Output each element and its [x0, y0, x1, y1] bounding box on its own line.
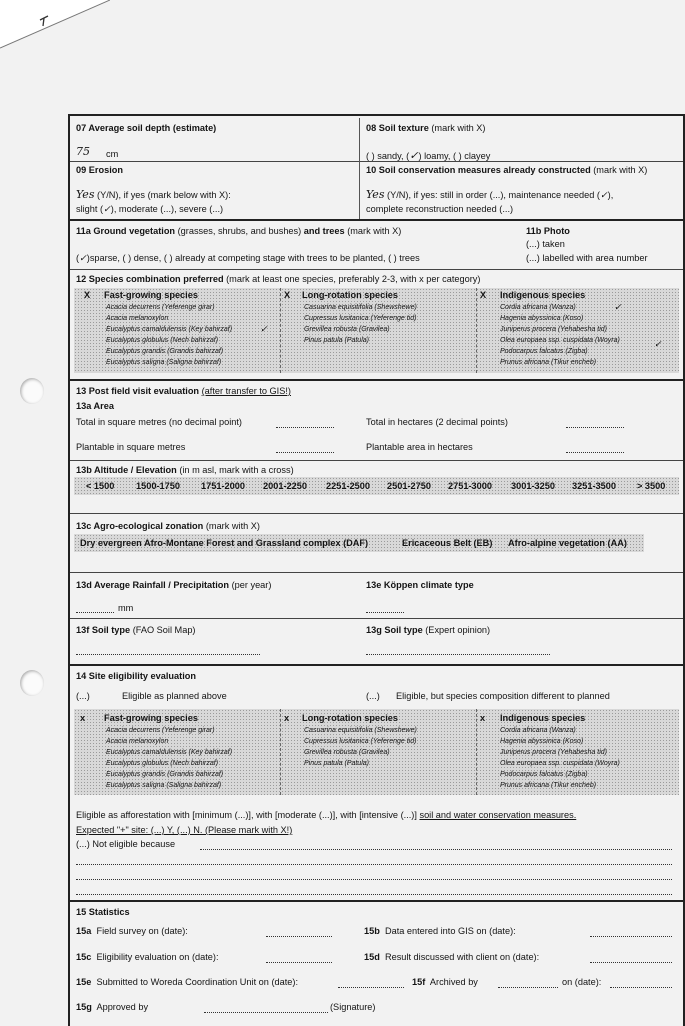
section-13a-label: 13a Area — [76, 401, 114, 411]
species-item[interactable]: Acacia decurrens (Yeferenge girar) — [106, 727, 215, 734]
not-eligible-reason-field[interactable] — [200, 849, 672, 850]
plantable-ha-label: Plantable area in hectares — [366, 442, 473, 452]
signature-label: (Signature) — [330, 1002, 376, 1012]
species-item[interactable]: Eucalyptus globulus (Nech bahirzaf) — [106, 337, 219, 344]
eligibility-evaluation-date[interactable] — [266, 962, 332, 963]
archived-on-label: on (date): — [562, 977, 602, 987]
conservation-reconstruction[interactable]: complete reconstruction needed (...) — [366, 204, 514, 214]
total-ha-field[interactable] — [566, 427, 624, 428]
plantable-m2-field[interactable] — [276, 452, 334, 453]
species-item[interactable]: Eucalyptus saligna (Saligna bahirzaf) — [106, 359, 222, 366]
koppen-field[interactable] — [366, 612, 404, 613]
total-m2-field[interactable] — [276, 427, 334, 428]
gis-entry-date[interactable] — [590, 936, 672, 937]
checkmark: ✓ — [654, 339, 662, 350]
plantable-ha-field[interactable] — [566, 452, 624, 453]
altitude-option[interactable]: 3251-3500 — [572, 481, 616, 491]
altitude-option[interactable]: 2751-3000 — [448, 481, 492, 491]
species-item[interactable]: Podocarpus falcatus (Zigba) — [500, 348, 588, 355]
form-page: 07 Average soil depth (estimate) 75 cm 08 Soil texture (mark with X) ( ) sandy, (✓) loamy, ( ) clayey 09 Erosion Yes (Y/N), if yes (mark below with X): slight (✓), moderate (...), severe (...) 10 Soil conservation measures already constructed (mark with X) Yes (Y/N), if yes: still in order (...), maintenance needed (✓), complete reconstruction needed (...) 11a Ground vegetation (grasses, shrubs, and bushes) and trees (mark with X) (✓)sparse, ( ) dense, ( ) already at competing stage with trees to be planted, ( ) trees 11b Photo (...) taken (...) labelled with area number 12 Species combination preferred (mark at least one species, preferably 2-3, with x per category) X Fast-growing species X Long-rotation species X Indigenous species Acacia decurrens (Yeferenge girar) Acacia melanoxylon Eucalyptus camaldulensis (Key bahirzaf) Eucalyptus globulus (Nech bahirzaf) Eucalyptus grandis (Grandis bahirzaf) Eucalyptus saligna (Saligna bahirzaf) Casuarina equisitifolia (Shewshewe) Cupressus lusitanica (Yeferenge tid) Grevillea robusta (Gravilea) Pinus patula (Patula) Cordia africana (Wanza) Hagenia abyssinica (Koso) Juniperus procera (Yehabesha tid) Olea europaea ssp. cuspidata (Woyra) Podocarpus falcatus (Zigba) Prunus africana (Tikur encheb) ✓ ✓ ✓ 13 Post field visit evaluation (after transfer to GIS!) 13a Area Total in square metres (no decimal point) Total in hectares (2 decimal points) Plantable in square metres Plantable area in hectares 13b Altitude / Elevation (in m asl, mark with a cross) < 1500 1500-1750 1751-2000 2001-2250 2251-2500 2501-2750 2751-3000 3001-3250 3251-3500 > 3500 13c Agro-ecological zonation (mark with X) Dry evergreen Afro-Montane Forest and Grassland complex (DAF) Ericaceous Belt (EB) Afro-alpine vegetation (AA) 13d Average Rainfall / Precipitation (per year) mm 13e Köppen climate type 13f Soil type (FAO Soil Map) 13g Soil type (Expert opinion) 14 Site eligibility evaluation (...) Eligible as planned above (...) Eligible, but species composition different to planned x Fast-growing species x Long-rotation species x Indigenous species Acacia decurrens (Yeferenge girar) Acacia melanoxylon Eucalyptus camaldulensis (Key bahirzaf) Eucalyptus globulus (Nech bahirzaf) Eucalyptus grandis (Grandis bahirzaf) Eucalyptus saligna (Saligna bahirzaf) Casuarina equisitifolia (Shewshewe) Cupressus lusitanica (Yeferenge tid) Grevillea robusta (Gravilea) Pinus patula (Patula) Cordia africana (Wanza) Hagenia abyssinica (Koso) Juniperus procera (Yehabesha tid) Olea europaea ssp. cuspidata (Woyra) Podocarpus falcatus (Zigba) Prunus africana (Tikur encheb) Eligible as afforestation with [minimum (...)], with [moderate (...)], with [intensive (...)] soil and water conservation measures. Expected "+" site: (...) Y, (...) N. (Please mark with X!) (...) Not eligible because 15 Statistics 15a Field survey on (date): 15b Data entered into GIS on (date): 15c Eligibility evaluation on (date): 15d Result discussed with client on (date): 15e Submitted to Woreda Coordination Unit on (date): 15f Archived by on (date): 15g Approved by (Signature) — [68, 114, 685, 1026]
section-13d-label: 13d Average Rainfall / Precipitation (per year) — [76, 580, 272, 590]
species-item[interactable]: Acacia melanoxylon — [106, 315, 169, 322]
altitude-option[interactable]: < 1500 — [86, 481, 115, 491]
species-item[interactable]: Podocarpus falcatus (Zigba) — [500, 771, 588, 778]
section-10-label: 10 Soil conservation measures already constructed (mark with X) — [366, 165, 648, 175]
section-07-label: 07 Average soil depth (estimate) — [76, 123, 217, 133]
long-rotation-header: Long-rotation species — [302, 290, 398, 300]
species-item[interactable]: Casuarina equisitifolia (Shewshewe) — [304, 304, 417, 311]
altitude-option[interactable]: 2001-2250 — [263, 481, 307, 491]
field-survey-label: 15a Field survey on (date): — [76, 926, 188, 936]
woreda-submission-date[interactable] — [338, 987, 404, 988]
reason-line[interactable] — [76, 879, 672, 880]
eligible-different-checkbox[interactable]: (...) — [366, 691, 380, 701]
section-13g-label: 13g Soil type (Expert opinion) — [366, 625, 491, 635]
eligible-planned-label: Eligible as planned above — [122, 691, 227, 701]
section-11b-label: 11b Photo — [526, 226, 570, 236]
altitude-option[interactable]: 2251-2500 — [326, 481, 370, 491]
total-ha-label: Total in hectares (2 decimal points) — [366, 417, 508, 427]
species-item[interactable]: Juniperus procera (Yehabesha tid) — [500, 749, 608, 756]
soil-texture-options[interactable]: ( ) sandy, (✓) loamy, ( ) clayey — [366, 149, 491, 162]
species-item[interactable]: Eucalyptus camaldulensis (Key bahirzaf) — [106, 749, 233, 756]
gis-entry-label: 15b Data entered into GIS on (date): — [364, 926, 516, 936]
photo-labelled[interactable]: (...) labelled with area number — [526, 253, 648, 263]
result-discussed-label: 15d Result discussed with client on (date): — [364, 952, 540, 962]
not-eligible-label[interactable]: (...) Not eligible because — [76, 839, 176, 849]
approved-by-field[interactable] — [204, 1012, 328, 1013]
section-13c-label: 13c Agro-ecological zonation (mark with X) — [76, 521, 260, 531]
total-m2-label: Total in square metres (no decimal point) — [76, 417, 242, 427]
plantable-m2-label: Plantable in square metres — [76, 442, 186, 452]
species-item[interactable]: Cordia africana (Wanza) — [500, 304, 576, 311]
section-15-label: 15 Statistics — [76, 907, 130, 917]
soil-depth-unit: cm — [106, 149, 119, 159]
section-14-label: 14 Site eligibility evaluation — [76, 671, 196, 681]
expected-plus-site[interactable]: Expected "+" site: (...) Y, (...) N. (Please mark with X!) — [76, 825, 293, 835]
zonation-option[interactable]: Ericaceous Belt (EB) — [402, 538, 493, 548]
altitude-option[interactable]: 3001-3250 — [511, 481, 555, 491]
rainfall-unit: mm — [118, 603, 134, 613]
section-13e-label: 13e Köppen climate type — [366, 580, 474, 590]
woreda-submission-label: 15e Submitted to Woreda Coordination Unit on (date): — [76, 977, 299, 987]
species-item[interactable]: Cordia africana (Wanza) — [500, 727, 576, 734]
species-item[interactable]: Acacia decurrens (Yeferenge girar) — [106, 304, 215, 311]
species-item[interactable]: Grevillea robusta (Gravilea) — [304, 326, 390, 333]
species-item[interactable]: Acacia melanoxylon — [106, 738, 169, 745]
archived-by-label: 15f Archived by — [412, 977, 478, 987]
eligibility-evaluation-label: 15c Eligibility evaluation on (date): — [76, 952, 219, 962]
archived-on-date[interactable] — [610, 987, 672, 988]
conservation-yn[interactable]: Yes (Y/N), if yes: still in order (...), maintenance needed (✓), — [366, 188, 614, 201]
altitude-option[interactable]: 1751-2000 — [201, 481, 245, 491]
soil-type-expert-field[interactable] — [366, 654, 550, 655]
section-12-label: 12 Species combination preferred (mark at least one species, preferably 2-3, with x per category) — [76, 274, 481, 284]
result-discussed-date[interactable] — [590, 962, 672, 963]
species-item[interactable]: Prunus africana (Tikur encheb) — [500, 359, 597, 366]
altitude-option[interactable]: > 3500 — [637, 481, 666, 491]
section-08-label: 08 Soil texture (mark with X) — [366, 123, 486, 133]
species-item[interactable]: Eucalyptus globulus (Nech bahirzaf) — [106, 760, 219, 767]
species-item[interactable]: Hagenia abyssinica (Koso) — [500, 738, 584, 745]
section-13b-label: 13b Altitude / Elevation (in m asl, mark with a cross) — [76, 465, 294, 475]
field-survey-date[interactable] — [266, 936, 332, 937]
species-item[interactable]: Juniperus procera (Yehabesha tid) — [500, 326, 608, 333]
species-item[interactable]: Eucalyptus saligna (Saligna bahirzaf) — [106, 782, 222, 789]
reason-line[interactable] — [76, 864, 672, 865]
species-item[interactable]: Cupressus lusitanica (Yeferenge tid) — [304, 315, 417, 322]
fast-growing-header: Fast-growing species — [104, 290, 198, 300]
species-item[interactable]: Cupressus lusitanica (Yeferenge tid) — [304, 738, 417, 745]
fast-growing-header: Fast-growing species — [104, 713, 198, 723]
afforestation-eligibility[interactable]: Eligible as afforestation with [minimum (...)], with [moderate (...)], with [intensive (...)] soil and water conservation measures. — [76, 810, 577, 820]
altitude-option[interactable]: 1500-1750 — [136, 481, 180, 491]
section-13-label: 13 Post field visit evaluation (after transfer to GIS!) — [76, 386, 291, 396]
indigenous-header: Indigenous species — [500, 713, 586, 723]
folded-page-corner — [0, 0, 110, 50]
section-13f-label: 13f Soil type (FAO Soil Map) — [76, 625, 196, 635]
zonation-option[interactable]: Afro-alpine vegetation (AA) — [508, 538, 627, 548]
species-item[interactable]: Eucalyptus grandis (Grandis bahirzaf) — [106, 348, 224, 355]
zonation-option[interactable]: Dry evergreen Afro-Montane Forest and Grassland complex (DAF) — [80, 538, 369, 548]
species-item[interactable]: Pinus patula (Patula) — [304, 337, 369, 344]
species-item[interactable]: Eucalyptus camaldulensis (Key bahirzaf) — [106, 326, 233, 333]
species-item[interactable]: Olea europaea ssp. cuspidata (Woyra) — [500, 760, 620, 767]
species-item[interactable]: Grevillea robusta (Gravilea) — [304, 749, 390, 756]
soil-type-fao-field[interactable] — [76, 654, 260, 655]
eligible-different-label: Eligible, but species composition different to planned — [396, 691, 610, 701]
checkmark: ✓ — [260, 324, 268, 335]
erosion-yn[interactable]: Yes (Y/N), if yes (mark below with X): — [76, 188, 231, 201]
approved-by-label: 15g Approved by — [76, 1002, 149, 1012]
species-item[interactable]: Olea europaea ssp. cuspidata (Woyra) — [500, 337, 620, 344]
indigenous-header: Indigenous species — [500, 290, 586, 300]
species-item[interactable]: Hagenia abyssinica (Koso) — [500, 315, 584, 322]
checkmark: ✓ — [614, 302, 622, 313]
archived-by-field[interactable] — [498, 987, 558, 988]
section-09-label: 09 Erosion — [76, 165, 123, 175]
vegetation-options[interactable]: (✓)sparse, ( ) dense, ( ) already at competing stage with trees to be planted, ( ) trees — [76, 253, 420, 264]
eligible-planned-checkbox[interactable]: (...) — [76, 691, 90, 701]
species-item[interactable]: Casuarina equisitifolia (Shewshewe) — [304, 727, 417, 734]
rainfall-field[interactable] — [76, 612, 114, 613]
species-item[interactable]: Prunus africana (Tikur encheb) — [500, 782, 597, 789]
section-11a-label: 11a Ground vegetation (grasses, shrubs, and bushes) and trees (mark with X) — [76, 226, 402, 236]
long-rotation-header: Long-rotation species — [302, 713, 398, 723]
altitude-option[interactable]: 2501-2750 — [387, 481, 431, 491]
punch-hole — [20, 670, 44, 696]
photo-taken[interactable]: (...) taken — [526, 239, 565, 249]
soil-depth-value[interactable]: 75 — [76, 145, 90, 158]
species-item[interactable]: Eucalyptus grandis (Grandis bahirzaf) — [106, 771, 224, 778]
punch-hole — [20, 378, 44, 404]
erosion-severity[interactable]: slight (✓), moderate (...), severe (...) — [76, 204, 224, 215]
species-item[interactable]: Pinus patula (Patula) — [304, 760, 369, 767]
reason-line[interactable] — [76, 894, 672, 895]
